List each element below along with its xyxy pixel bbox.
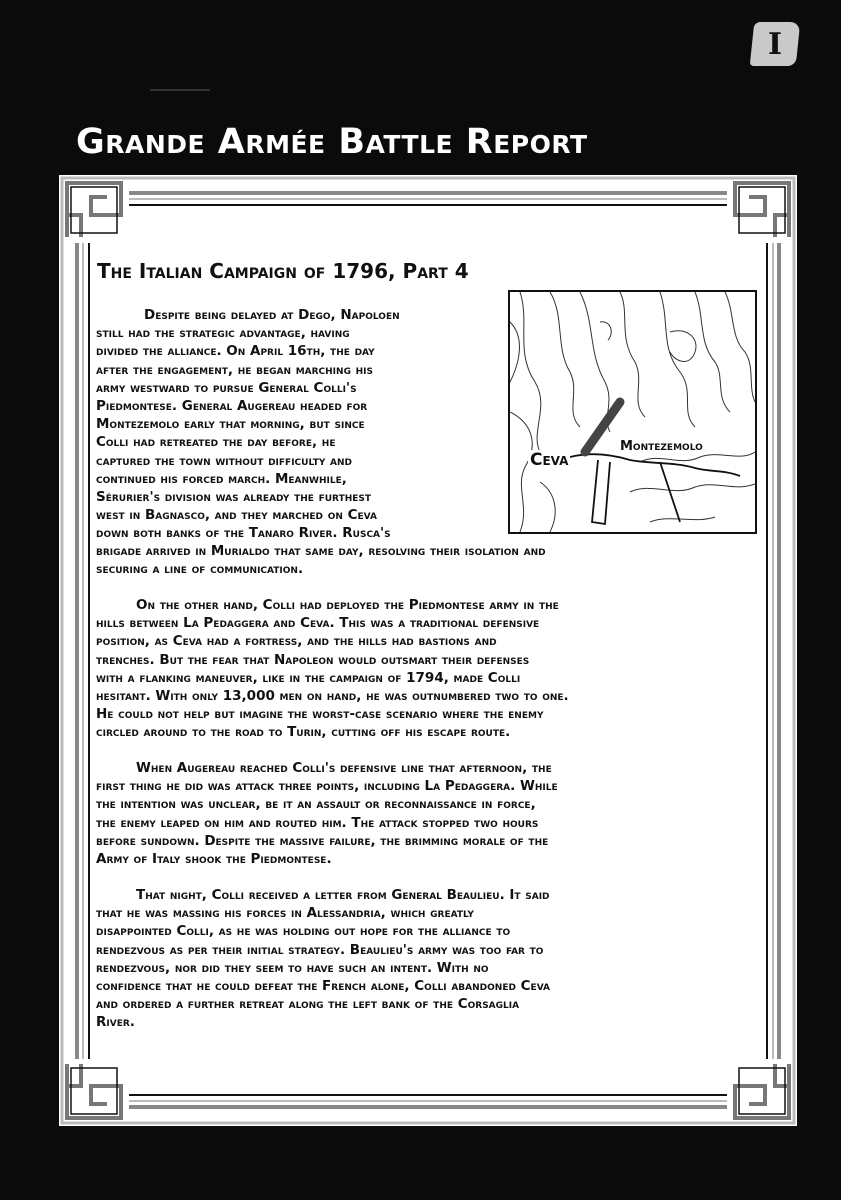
article-title: The Italian Campaign of 1796, Part 4 [97,259,469,283]
text-line: Colli had retreated the day before, he [96,434,336,451]
page-title: Grande Armée Battle Report [76,122,588,162]
text-line: confidence that he could defeat the French alone, Colli abandoned Ceva [96,978,551,995]
text-line: army westward to pursue General Colli's [96,379,357,396]
text-line: circled around to the road to Turin, cutting off his escape route. [96,724,511,741]
text-line: rendezvous as per their initial strategy. Beaulieu's army was too far to [96,941,544,958]
chapter-numeral: I [767,26,783,62]
text-line: brigade arrived in Murialdo that same day, resolving their isolation and [96,543,546,559]
text-line: first thing he did was attack three points, including La Pedaggera. While [96,778,558,795]
text-line: He could not help but imagine the worst-case scenario where the enemy [96,706,544,723]
text-line: Sérurier's division was already the furthest [96,489,372,506]
decorative-mark [150,89,210,91]
text-line: continued his forced march. Meanwhile, [96,470,347,487]
report-panel [59,175,797,1126]
text-line: down both banks of the Tanaro River. Rusca's [96,525,391,542]
text-line: Montezemolo early that morning, but since [96,416,365,433]
text-line: When Augereau reached Colli's defensive line that afternoon, the [136,760,552,776]
text-line: trenches. But the fear that Napoleon would outsmart their defenses [96,651,530,668]
text-line: River. [96,1014,135,1031]
text-line: the intention was unclear, be it an assault or reconnaissance in force, [96,796,536,813]
map-label-montezemolo: Montezemolo [620,439,703,454]
text-line: Piedmontese. General Augereau headed for [96,398,368,415]
text-line: the enemy leaped on him and routed him. The attack stopped two hours [96,814,539,831]
text-line: after the engagement, he began marching his [96,361,374,378]
chapter-tab [750,22,801,66]
terrain-contours [510,292,755,532]
text-line: securing a line of communication. [96,561,304,578]
paragraph-1-continued [96,542,546,578]
text-line: west in Bagnasco, and they marched on Ceva [96,507,377,524]
paragraph-4 [96,886,550,1032]
text-line: disappointed Colli, as he was holding out hope for the alliance to [96,923,511,940]
troop-movement-arrow [585,402,620,452]
text-line: Despite being delayed at Dego, Napoloen [144,307,400,323]
text-line: before sundown. Despite the massive failure, the brimming morale of the [96,832,549,849]
text-line: hills between La Pedaggera and Ceva. This was a traditional defensive [96,615,540,632]
text-line: still had the strategic advantage, having [96,325,350,342]
text-line: with a flanking maneuver, like in the campaign of 1794, made Colli [96,669,521,686]
text-line: and ordered a further retreat along the left bank of the Corsaglia [96,996,520,1013]
text-line: position, as Ceva had a fortress, and the hills had bastions and [96,633,497,650]
paragraph-1 [96,306,400,543]
text-line: divided the alliance. On April 16th, the day [96,343,375,360]
campaign-map [508,290,757,534]
paragraph-2 [96,596,569,742]
text-line: That night, Colli received a letter from General Beaulieu. It said [136,887,550,903]
text-line: hesitant. With only 13,000 men on hand, he was outnumbered two to one. [96,688,569,705]
paragraph-3 [96,759,558,868]
text-line: On the other hand, Colli had deployed the Piedmontese army in the [136,597,559,613]
text-line: rendezvous, nor did they seem to have such an intent. With no [96,959,489,976]
map-label-ceva: Ceva [530,450,569,470]
text-line: that he was massing his forces in Alessandria, which greatly [96,905,474,922]
text-line: Army of Italy shook the Piedmontese. [96,851,332,868]
text-line: captured the town without difficulty and [96,452,353,469]
